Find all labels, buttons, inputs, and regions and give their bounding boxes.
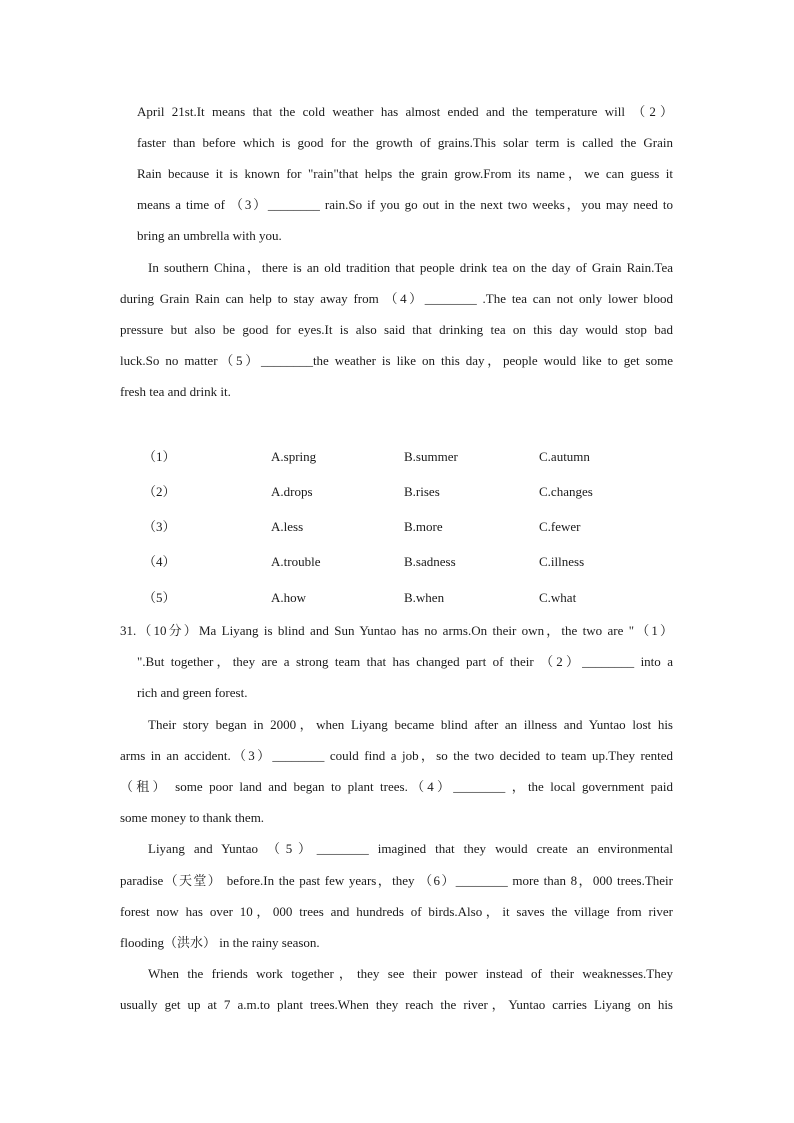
passage-line: luck.So no matter（5）________the weather is like on this day，people would like to get some — [120, 353, 673, 368]
option-c: C.what — [539, 590, 577, 605]
option-a: A.trouble — [271, 554, 321, 569]
option-b: B.rises — [404, 484, 440, 499]
option-a: A.spring — [271, 449, 317, 464]
passage-line: ".But together，they are a strong team that has changed part of their （2）________ into a — [137, 654, 673, 669]
passage-line: during Grain Rain can help to stay away from （4）________ .The tea can not only lower blood — [120, 291, 673, 306]
option-c: C.illness — [539, 554, 585, 569]
passage-line: faster than before which is good for the growth of grains.This solar term is called the Grain — [137, 135, 673, 150]
passage-line: Liyang and Yuntao （5）________ imagined that they would create an environmental — [148, 841, 673, 856]
passage-line: flooding（洪水） in the rainy season. — [120, 935, 320, 950]
question-number: （4） — [143, 554, 176, 569]
passage-line: pressure but also be good for eyes.It is also said that drinking tea on this day would stop bad — [120, 322, 673, 337]
question-number: （2） — [143, 484, 176, 499]
option-b: B.sadness — [404, 554, 456, 569]
option-c: C.fewer — [539, 519, 581, 534]
option-a: A.drops — [271, 484, 313, 499]
passage-line: means a time of （3）________ rain.So if you go out in the next two weeks，you may need to — [137, 197, 673, 212]
question-number: （5） — [143, 590, 176, 605]
passage-line: （租） some poor land and began to plant trees.（4）________ ，the local government paid — [120, 779, 673, 794]
passage-line: In southern China，there is an old tradition that people drink tea on the day of Grain Rain.Tea — [148, 260, 673, 275]
question-number: （1） — [143, 449, 176, 464]
passage-line: April 21st.It means that the cold weather has almost ended and the temperature will （2） — [137, 104, 673, 119]
passage-line: Rain because it is known for "rain"that helps the grain grow.From its name，we can guess it — [137, 166, 673, 181]
passage-line: some money to thank them. — [120, 810, 265, 825]
passage-line: bring an umbrella with you. — [137, 228, 282, 243]
passage-line: rich and green forest. — [137, 685, 248, 700]
passage-line: When the friends work together，they see their power instead of their weaknesses.They — [148, 966, 673, 981]
passage-line: Their story began in 2000，when Liyang became blind after an illness and Yuntao lost his — [148, 717, 673, 732]
question-heading: 31.（10分）Ma Liyang is blind and Sun Yuntao has no arms.On their own，the two are "（1） — [120, 623, 673, 638]
passage-line: fresh tea and drink it. — [120, 384, 231, 399]
option-a: A.how — [271, 590, 307, 605]
passage-line: arms in an accident.（3）________ could find a job，so the two decided to team up.They rented — [120, 748, 673, 763]
option-a: A.less — [271, 519, 304, 534]
option-b: B.more — [404, 519, 443, 534]
option-b: B.when — [404, 590, 445, 605]
passage-line: usually get up at 7 a.m.to plant trees.When they reach the river，Yuntao carries Liyang on his — [120, 997, 673, 1012]
option-c: C.changes — [539, 484, 593, 499]
question-number: （3） — [143, 519, 176, 534]
passage-line: paradise（天堂） before.In the past few years，they （6）________ more than 8，000 trees.Their — [120, 873, 673, 888]
passage-line: forest now has over 10，000 trees and hundreds of birds.Also，it saves the village from river — [120, 904, 673, 919]
option-b: B.summer — [404, 449, 458, 464]
option-c: C.autumn — [539, 449, 590, 464]
